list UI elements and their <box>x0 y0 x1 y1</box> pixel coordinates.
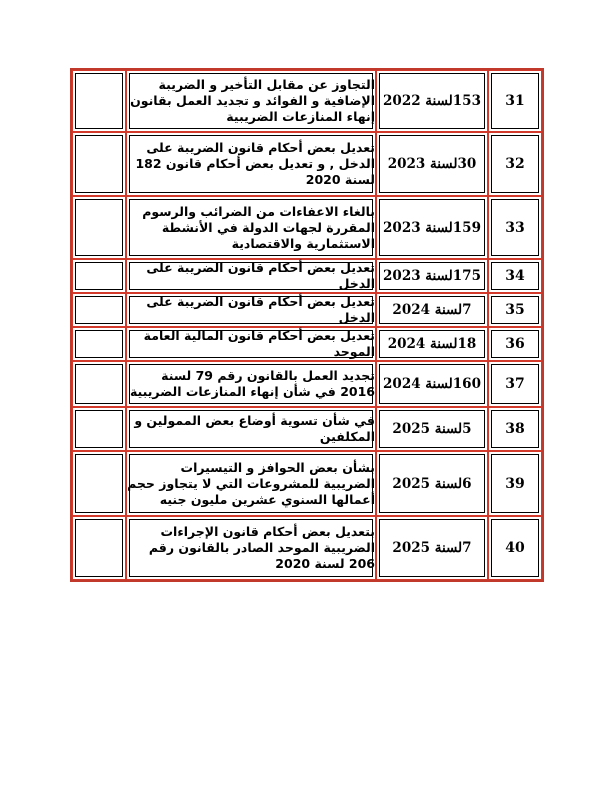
law-number-cell: 5لسنة 2025 <box>376 407 488 451</box>
law-title: تعديل بعض أحكام قانون الضريبة على الدخل <box>146 260 375 291</box>
law-title: التجاوز عن مقابل التأخير و الضريبة الإضافية و الفوائد و تجديد العمل بقانون إنهاء المنازعات الضريبية <box>130 77 375 124</box>
row-number-cell: 35 <box>488 293 542 327</box>
empty-cell <box>72 516 126 580</box>
law-title-cell <box>126 259 376 293</box>
law-number-cell: 7لسنة 2025 <box>376 516 488 580</box>
law-number-cell: 160لسنة 2024 <box>376 361 488 407</box>
empty-cell <box>72 70 126 132</box>
table-row <box>72 293 542 327</box>
table-row <box>72 451 542 516</box>
law-title-cell <box>126 293 376 327</box>
law-title: بشأن بعض الحوافز و التيسيرات الضريبية للمشروعات التي لا يتجاوز حجم أعمالها السنوي عشرين مليون جنيه <box>127 459 375 507</box>
law-title-cell <box>126 132 376 196</box>
law-title: تعديل بعض أحكام قانون المالية العامة الموحد <box>143 328 375 359</box>
row-number-cell: 31 <box>488 70 542 132</box>
row-number-cell: 34 <box>488 259 542 293</box>
empty-cell <box>72 293 126 327</box>
empty-cell <box>72 361 126 407</box>
tax-laws-table <box>70 68 544 582</box>
row-number-cell: 37 <box>488 361 542 407</box>
empty-cell <box>72 407 126 451</box>
table-row <box>72 407 542 451</box>
law-number-cell: 6لسنة 2025 <box>376 451 488 516</box>
table-row <box>72 361 542 407</box>
law-title: بتعديل بعض أحكام قانون الإجراءات الضريبية الموحد الصادر بالقانون رقم 206 لسنة 2020 <box>148 524 375 571</box>
law-number-cell: 7لسنة 2024 <box>376 293 488 327</box>
table-row <box>72 259 542 293</box>
law-title-cell <box>126 451 376 516</box>
empty-cell <box>72 327 126 361</box>
law-title-cell <box>126 516 376 580</box>
empty-cell <box>72 259 126 293</box>
law-title: بالغاء الاعفاءات من الضرائب والرسوم المقررة لجهات الدولة في الأنشطة الاستثمارية والاقتصادية <box>142 203 375 251</box>
law-title: تعديل بعض أحكام قانون الضريبة على الدخل <box>146 294 375 325</box>
law-title-cell <box>126 361 376 407</box>
table-row <box>72 70 542 132</box>
law-title: في شأن تسوية أوضاع بعض الممولين و المكلفين <box>134 413 375 444</box>
row-number-cell: 38 <box>488 407 542 451</box>
law-title-cell <box>126 327 376 361</box>
row-number-cell: 39 <box>488 451 542 516</box>
law-number-cell: 159لسنة 2023 <box>376 196 488 259</box>
law-title: تجديد العمل بالقانون رقم 79 لسنة 2016 في شأن إنهاء المنازعات الضريبية <box>129 368 375 399</box>
row-number-cell: 33 <box>488 196 542 259</box>
empty-cell <box>72 196 126 259</box>
law-number-cell: 30لسنة 2023 <box>376 132 488 196</box>
table-row <box>72 132 542 196</box>
empty-cell <box>72 132 126 196</box>
row-number-cell: 32 <box>488 132 542 196</box>
table-row <box>72 327 542 361</box>
row-number-cell: 36 <box>488 327 542 361</box>
row-number-cell: 40 <box>488 516 542 580</box>
law-title-cell <box>126 70 376 132</box>
law-number-cell: 18لسنة 2024 <box>376 327 488 361</box>
law-title: تعديل بعض أحكام قانون الضريبة على الدخل , و تعديل بعض أحكام قانون 182 لسنة 2020 <box>135 140 375 187</box>
law-title-cell <box>126 196 376 259</box>
table-row <box>72 196 542 259</box>
empty-cell <box>72 451 126 516</box>
laws-table-container <box>70 68 540 582</box>
law-title-cell <box>126 407 376 451</box>
law-number-cell: 175لسنة 2023 <box>376 259 488 293</box>
law-number-cell: 153لسنة 2022 <box>376 70 488 132</box>
table-row <box>72 516 542 580</box>
